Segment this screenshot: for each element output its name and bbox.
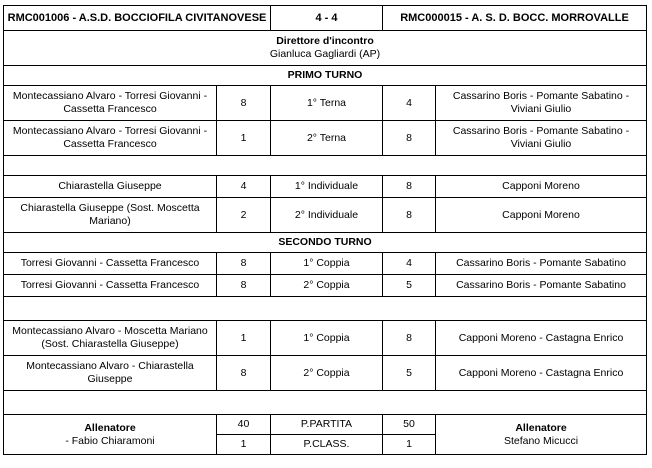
ppartita-label: P.PARTITA: [271, 415, 383, 435]
away-score: 5: [383, 275, 436, 297]
pclass-label: P.CLASS.: [271, 435, 383, 455]
spacer-row: [4, 391, 647, 415]
away-score: 8: [383, 198, 436, 233]
home-score: 2: [217, 198, 271, 233]
home-coach-name: - Fabio Chiaramoni: [65, 434, 155, 447]
match-score: 4 - 4: [271, 6, 383, 31]
home-score: 8: [217, 86, 271, 121]
game-row: [4, 176, 647, 198]
away-players: Capponi Moreno - Castagna Enrico: [436, 356, 647, 391]
home-players: Chiarastella Giuseppe: [4, 176, 217, 198]
away-score: 4: [383, 253, 436, 275]
away-coach-label: Allenatore: [515, 421, 567, 434]
away-players: Cassarino Boris - Pomante Sabatino - Viviani Giulio: [436, 86, 647, 121]
game-type: 2° Coppia: [271, 275, 383, 297]
game-type: 2° Individuale: [271, 198, 383, 233]
header-row: [4, 6, 647, 31]
home-score: 8: [217, 253, 271, 275]
section-title-secondo: SECONDO TURNO: [4, 233, 647, 253]
away-coach-name: Stefano Micucci: [503, 434, 579, 447]
game-row: [4, 321, 647, 356]
home-players: Montecassiano Alvaro - Moscetta Mariano (Sost. Chiarastella Giuseppe): [4, 321, 217, 356]
away-coach-cell: [436, 415, 647, 455]
away-score: 8: [383, 321, 436, 356]
home-score: 8: [217, 356, 271, 391]
away-players: Cassarino Boris - Pomante Sabatino: [436, 253, 647, 275]
away-score: 4: [383, 86, 436, 121]
game-row: [4, 198, 647, 233]
ppartita-away: 50: [383, 415, 436, 435]
pclass-home: 1: [217, 435, 271, 455]
away-score: 8: [383, 121, 436, 156]
game-row: [4, 275, 647, 297]
section-row: [4, 66, 647, 86]
game-row: [4, 356, 647, 391]
game-type: 1° Terna: [271, 86, 383, 121]
home-coach-cell: [4, 415, 217, 455]
director-label: Direttore d'incontro: [276, 35, 374, 47]
match-report-table: [3, 5, 647, 455]
away-team: RMC000015 - A. S. D. BOCC. MORROVALLE: [383, 6, 647, 31]
director-row: [4, 31, 647, 66]
game-type: 1° Coppia: [271, 253, 383, 275]
director-cell: [4, 31, 647, 66]
home-coach-label: Allenatore: [84, 421, 136, 434]
pclass-away: 1: [383, 435, 436, 455]
game-row: [4, 86, 647, 121]
game-row: [4, 121, 647, 156]
spacer-cell: [4, 156, 647, 176]
home-players: Torresi Giovanni - Cassetta Francesco: [4, 253, 217, 275]
home-players: Montecassiano Alvaro - Torresi Giovanni - Cassetta Francesco: [4, 121, 217, 156]
game-type: 2° Coppia: [271, 356, 383, 391]
away-score: 5: [383, 356, 436, 391]
home-players: Montecassiano Alvaro - Chiarastella Giuseppe: [4, 356, 217, 391]
home-score: 8: [217, 275, 271, 297]
away-score: 8: [383, 176, 436, 198]
footer-row-ppartita: [4, 415, 647, 435]
away-players: Cassarino Boris - Pomante Sabatino: [436, 275, 647, 297]
spacer-row: [4, 156, 647, 176]
director-name: Gianluca Gagliardi (AP): [269, 48, 381, 60]
section-row: [4, 233, 647, 253]
away-players: Cassarino Boris - Pomante Sabatino - Viviani Giulio: [436, 121, 647, 156]
away-players: Capponi Moreno: [436, 198, 647, 233]
spacer-row: [4, 297, 647, 321]
game-type: 2° Terna: [271, 121, 383, 156]
home-team: RMC001006 - A.S.D. BOCCIOFILA CIVITANOVESE: [4, 6, 271, 31]
away-players: Capponi Moreno - Castagna Enrico: [436, 321, 647, 356]
section-title-primo: PRIMO TURNO: [4, 66, 647, 86]
away-players: Capponi Moreno: [436, 176, 647, 198]
home-score: 1: [217, 121, 271, 156]
spacer-cell: [4, 297, 647, 321]
home-players: Chiarastella Giuseppe (Sost. Moscetta Mariano): [4, 198, 217, 233]
game-row: [4, 253, 647, 275]
home-score: 4: [217, 176, 271, 198]
home-players: Torresi Giovanni - Cassetta Francesco: [4, 275, 217, 297]
game-type: 1° Individuale: [271, 176, 383, 198]
home-players: Montecassiano Alvaro - Torresi Giovanni - Cassetta Francesco: [4, 86, 217, 121]
game-type: 1° Coppia: [271, 321, 383, 356]
home-score: 1: [217, 321, 271, 356]
spacer-cell: [4, 391, 647, 415]
ppartita-home: 40: [217, 415, 271, 435]
